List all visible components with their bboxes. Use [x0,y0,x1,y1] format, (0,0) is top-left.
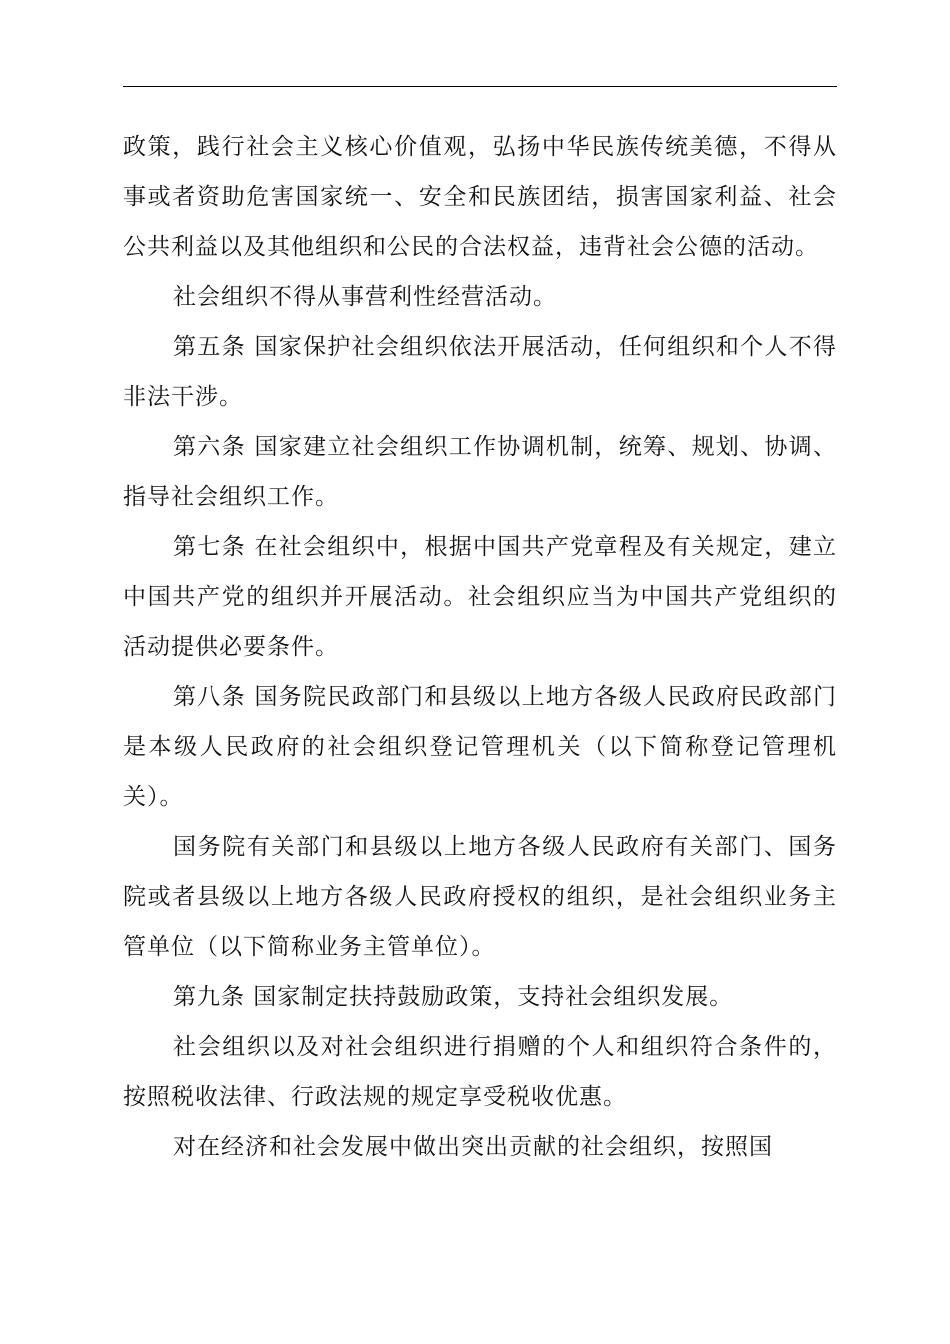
paragraph-tax-benefits: 社会组织以及对社会组织进行捐赠的个人和组织符合条件的，按照税收法律、行政法规的规定享受税收优惠。 [123,1034,837,1110]
paragraph-continuation: 政策，践行社会主义核心价值观，弘扬中华民族传统美德，不得从事或者资助危害国家统一、安全和民族团结，损害国家利益、社会公共利益以及其他组织和公民的合法权益，违背社会公德的活动。 [123,134,837,260]
article-7: 第七条 在社会组织中，根据中国共产党章程及有关规定，建立中国共产党的组织并开展活动。社会组织应当为中国共产党组织的活动提供必要条件。 [123,534,837,660]
paragraph-nonprofit: 社会组织不得从事营利性经营活动。 [173,284,557,310]
article-6: 第六条 国家建立社会组织工作协调机制，统筹、规划、协调、指导社会组织工作。 [123,434,837,510]
article-8: 第八条 国务院民政部门和县级以上地方各级人民政府民政部门是本级人民政府的社会组织登记管理机关（以下简称登记管理机关）。 [123,684,837,810]
paragraph-supervising-units: 国务院有关部门和县级以上地方各级人民政府有关部门、国务院或者县级以上地方各级人民政府授权的组织，是社会组织业务主管单位（以下简称业务主管单位）。 [123,834,837,960]
document-body [123,122,837,1172]
article-9: 第九条 国家制定扶持鼓励政策，支持社会组织发展。 [173,984,734,1010]
header-rule [123,86,837,87]
article-5: 第五条 国家保护社会组织依法开展活动，任何组织和个人不得非法干涉。 [123,334,837,410]
paragraph-contributions: 对在经济和社会发展中做出突出贡献的社会组织，按照国 [173,1134,773,1160]
